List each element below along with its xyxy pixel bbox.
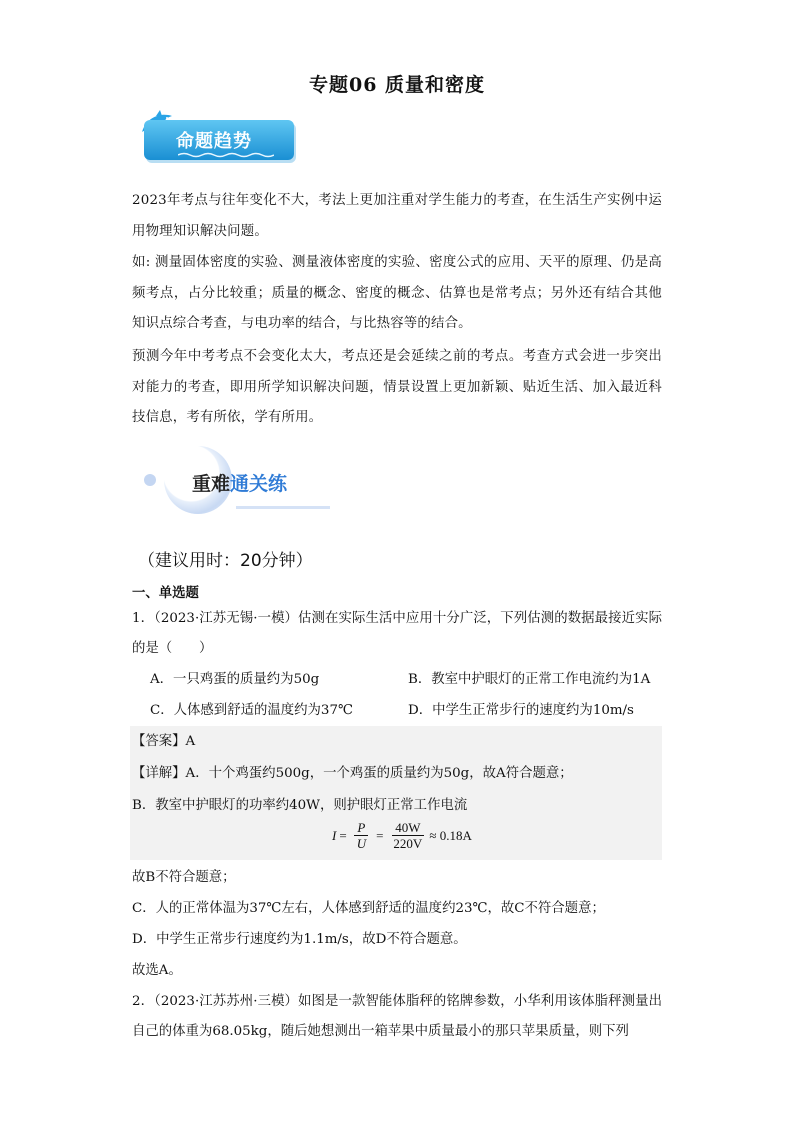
q1-answer: 【答案】A <box>132 734 196 749</box>
section-heading: 一、单选题 <box>132 586 199 601</box>
practice-banner-part2: 通关练 <box>230 473 288 495</box>
current-formula: I = $\frac{P}{U}$ = $\frac{40W}{220V}$ ≈ 0.18A <box>332 820 472 851</box>
intro-paragraph-2: 如: 测量固体密度的实验、测量液体密度的实验、密度公式的应用、天平的原理、仍是高频考点，占分比较重；质量的概念、密度的概念、估算也是常考点；另外还有结合其他知识点综合考查，与电功率的结合，与比热容等的结合。 <box>132 255 662 331</box>
q1-after-2: C．人的正常体温为37℃左右，人体感到舒适的温度约23℃，故C不符合题意； <box>132 901 605 916</box>
q1-detail-a: 【详解】A．十个鸡蛋约500g，一个鸡蛋的质量约为50g，故A符合题意； <box>132 766 573 781</box>
practice-banner <box>140 446 340 518</box>
formula-lhs: I <box>332 827 337 843</box>
practice-banner-part1: 重难 <box>192 473 231 495</box>
formula-denominator-1: U <box>356 836 367 851</box>
formula-fraction-1 <box>354 820 369 851</box>
intro-paragraph-1: 2023年考点与往年变化不大，考法上更加注重对学生能力的考查，在生活生产实例中运用物理知识解决问题。 <box>132 193 662 239</box>
q1-option-a: A．一只鸡蛋的质量约为50g <box>150 672 320 687</box>
question-2-stem: 2．（2023·江苏苏州·三模）如图是一款智能体脂秤的铭牌参数，小华利用该体脂秤测量出自己的体重为68.05kg，随后她想测出一箱苹果中质量最小的那只苹果质量，则下列 <box>132 994 662 1039</box>
formula-denominator-2: 220V <box>393 836 423 851</box>
intro-paragraph-3: 预测今年中考考点不会变化太大，考点还是会延续之前的考点。考查方式会进一步突出对能力的考查，即用所学知识解决问题，情景设置上更加新颖、贴近生活、加入最近科技信息，考有所依，学有所用。 <box>132 349 662 425</box>
q1-after-3: D．中学生正常步行速度约为1.1m/s，故D不符合题意。 <box>132 932 467 947</box>
q1-after-4: 故选A。 <box>132 963 182 978</box>
q1-option-b: B．教室中护眼灯的正常工作电流约为1A <box>408 672 651 687</box>
q1-option-d: D．中学生正常步行的速度约为10m/s <box>408 703 634 718</box>
practice-banner-label <box>192 469 287 496</box>
wave-decoration <box>178 152 274 158</box>
q1-detail-b: B．教室中护眼灯的功率约40W，则护眼灯正常工作电流 <box>132 798 468 813</box>
trend-banner <box>138 110 296 168</box>
page-title: 专题06 质量和密度 <box>308 74 486 96</box>
q1-option-c: C．人体感到舒适的温度约为37℃ <box>150 703 353 718</box>
suggested-time: （建议用时：20分钟） <box>138 551 313 571</box>
trend-banner-label: 命题趋势 <box>176 131 252 152</box>
q1-after-1: 故B不符合题意； <box>132 870 236 885</box>
banner-underline <box>236 506 330 509</box>
formula-numerator-1: P <box>354 820 368 836</box>
banner-dot <box>144 474 156 486</box>
formula-result: ≈ 0.18A <box>429 827 472 843</box>
formula-fraction-2 <box>390 820 425 851</box>
question-1-stem: 1．（2023·江苏无锡·一模）估测在实际生活中应用十分广泛，下列估测的数据最接近实际的是（ ） <box>132 611 662 656</box>
formula-numerator-2: 40W <box>392 820 423 836</box>
